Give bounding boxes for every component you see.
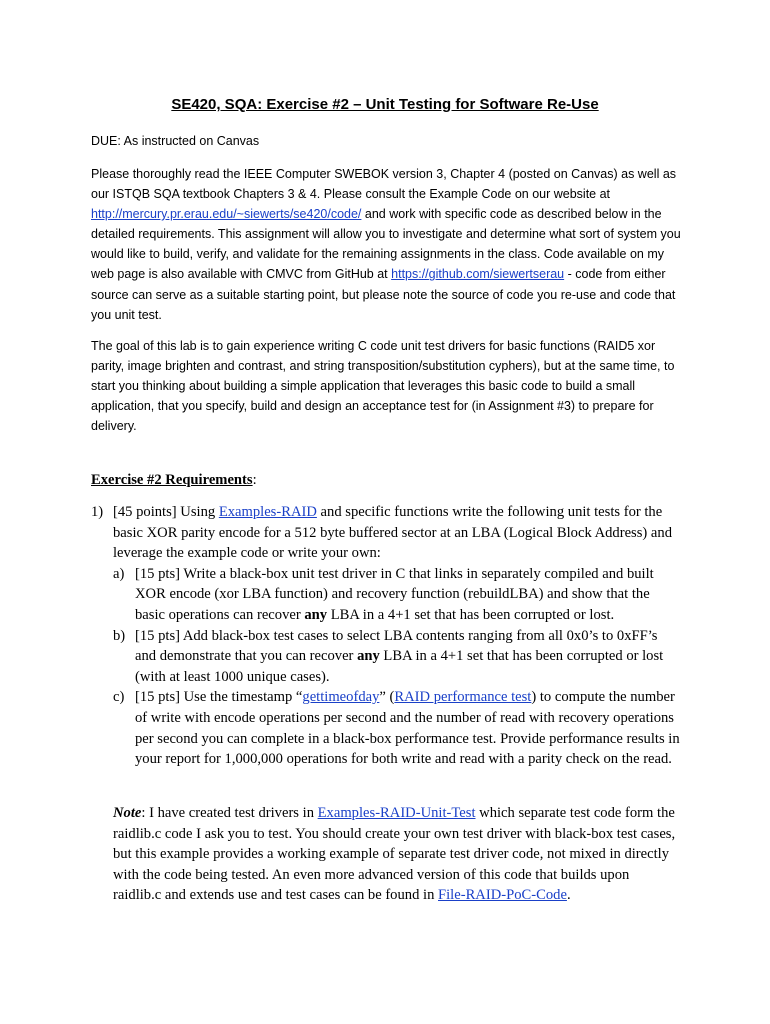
raid-performance-test-link[interactable]: RAID performance test: [394, 689, 532, 706]
item-1-text-b: and specific functions write the following unit tests for the basic XOR parity encode for a 512 byte buffered sector at an LBA (Logical Block Address) and leverage the example code or write your own:: [113, 504, 672, 562]
sub-a-bold: any: [304, 606, 328, 623]
gettimeofday-link[interactable]: gettimeofday: [302, 689, 380, 706]
sub-item-b: [113, 626, 681, 688]
examples-raid-link[interactable]: Examples-RAID: [218, 504, 317, 520]
sub-item-a-label: a): [113, 565, 125, 582]
sub-b-bold: any: [357, 648, 380, 665]
item-1-text-a: [45 points] Using: [113, 504, 219, 520]
course-code-link[interactable]: http://mercury.pr.erau.edu/~siewerts/se420/code/: [91, 207, 362, 222]
intro-paragraph: [91, 164, 681, 325]
sub-b-text-1: [15 pts] Add black-box test cases to select LBA contents ranging from all 0x0’s to 0xFF’s and demonstrate that you can recover: [135, 627, 658, 665]
note-text-3: .: [566, 887, 571, 904]
item-1-text: [113, 502, 681, 564]
sub-c-text-3: ) to compute the number of write with encode operations per second and the number of read with recovery operations per second you can complete in a black-box performance test. Provide performance results in your report for 1,000,000 operations for both write and read with a parity check on the read.: [135, 689, 680, 768]
sub-item-c-text: [135, 687, 681, 769]
intro-text-3: - code from either source can serve as a suitable starting point, but please note the source of code you re-use and code that you unit test.: [91, 267, 676, 322]
intro-text-2: and work with specific code as described below in the detailed requirements. This assignment will allow you to investigate and determine what sort of system you would like to build, verify, and validate for the remaining assignments in the class. Code available on my web page is also available with CMVC from GitHub at: [91, 207, 681, 282]
examples-raid-unit-test-link[interactable]: Examples-RAID-Unit-Test: [317, 805, 476, 821]
note-label: Note: [113, 805, 142, 821]
sub-a-text-1: [15 pts] Write a black-box unit test driver in C that links in separately compiled and built XOR encode (xor LBA function) and recovery function (rebuildLBA) and show that the basic operations can recover: [135, 565, 654, 623]
item-number: 1): [91, 504, 104, 520]
goal-paragraph: The goal of this lab is to gain experience writing C code unit test drivers for basic functions (RAID5 xor parity, image brighten and contrast, and string transposition/substitution cyphers), but at the same time, to start you thinking about building a simple application that leverages this basic code to build a small application, that you specify, build and design an acceptance test for (in Assignment #3) to prepare for delivery.: [91, 339, 675, 434]
sub-item-c-label: c): [113, 689, 125, 706]
sub-b-text-2: LBA in a 4+1 set that has been corrupted or lost (with at least 1000 unique cases).: [135, 648, 664, 685]
sub-item-b-text: [135, 626, 681, 688]
requirements-heading-colon: :: [252, 472, 257, 488]
sub-a-text-2: LBA in a 4+1 set that has been corrupted or lost.: [327, 606, 615, 623]
sub-item-a: [113, 564, 681, 626]
document-title: SE420, SQA: Exercise #2 – Unit Testing for Software Re-Use: [171, 96, 599, 113]
note-paragraph: [113, 803, 681, 906]
github-link[interactable]: https://github.com/siewertserau: [391, 267, 565, 282]
sub-c-text-1: [15 pts] Use the timestamp “: [135, 689, 303, 706]
note-text-2: which separate test code form the raidlib.c code I ask you to test. You should create your own test driver with black-box test cases, but this example provides a working example of separate test driver code, not mixed in directly with the code being tested. An even more advanced version of this code that builds upon raidlib.c and extends use and test cases can be found in: [113, 805, 676, 904]
sub-c-text-2: ” (: [379, 689, 395, 706]
requirements-heading-text: Exercise #2 Requirements: [91, 472, 253, 488]
requirement-item-1: [91, 502, 681, 770]
sub-item-a-text: [135, 564, 681, 626]
requirements-heading: [91, 470, 257, 491]
note-text-1: : I have created test drivers in: [141, 805, 318, 821]
sub-item-b-label: b): [113, 627, 126, 644]
sub-item-c: [113, 687, 681, 769]
file-raid-poc-code-link[interactable]: File-RAID-PoC-Code: [438, 887, 567, 904]
intro-text-1: Please thoroughly read the IEEE Computer SWEBOK version 3, Chapter 4 (posted on Canvas) as well as our ISTQB SQA textbook Chapters 3 & 4. Please consult the Example Code on our website at: [91, 167, 677, 202]
due-line: DUE: As instructed on Canvas: [91, 134, 260, 148]
